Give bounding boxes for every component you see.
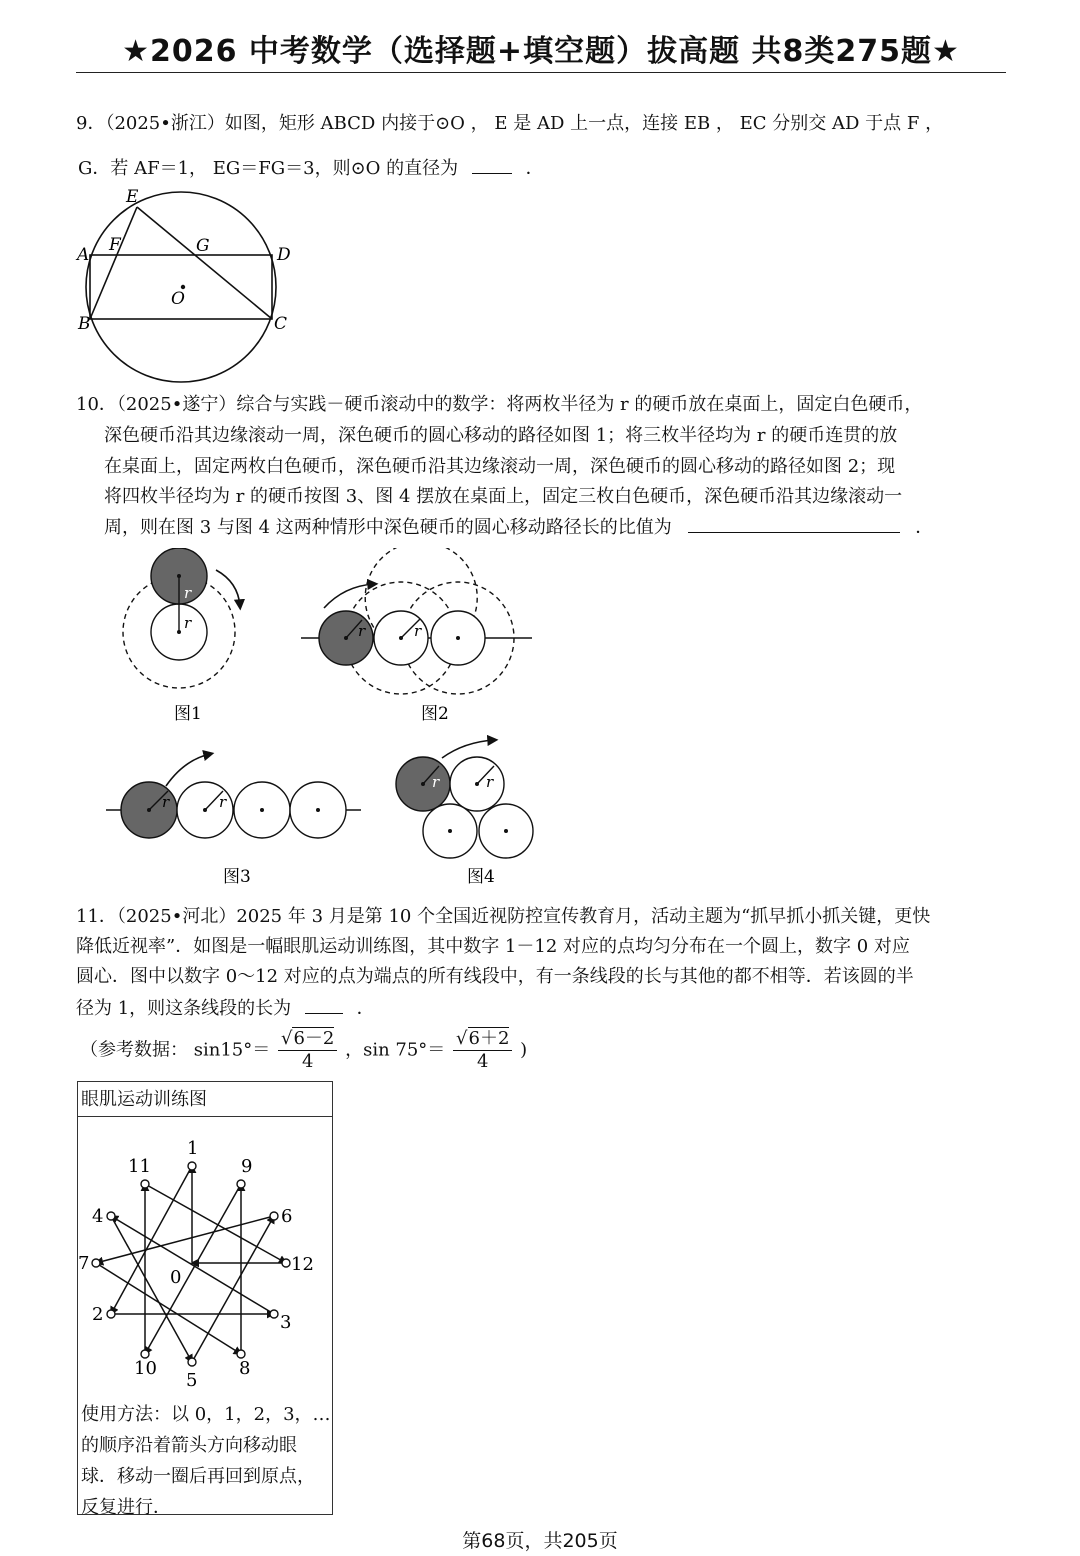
ref-sin75: ，sin 75°＝ [345, 1039, 446, 1061]
eye-point-11: 11 [128, 1156, 151, 1177]
q9-label-c: C [274, 314, 288, 334]
eye-training-usage: 使用方法：以 0，1，2，3，…的顺序沿着箭头方向移动眼球．移动一圈后再回到原点，反复进行． [81, 1404, 331, 1518]
fig1-rotation-arrow [216, 570, 240, 606]
ref-prefix: （参考数据： [80, 1039, 188, 1061]
caption-fig2: 图2 [421, 704, 449, 724]
fig4-r-label-1: r [432, 773, 440, 791]
fig2-rotation-arrow [324, 584, 374, 608]
q9-line-1: 9．（2025•浙江）如图，矩形 ABCD 内接于⊙O ， E 是 AD 上一点，连接 EB ， EC 分别交 AD 于点 F ， [76, 113, 944, 134]
fig3-rotation-arrow [166, 754, 210, 786]
eye-point-5: 5 [186, 1370, 198, 1391]
coin-figure-3 [106, 754, 361, 838]
ref-suffix: ) [520, 1039, 528, 1061]
fig2-r-label-1: r [358, 622, 366, 640]
eye-point-0: 0 [170, 1267, 182, 1288]
q10-line-5-text: 周，则在图 3 与图 4 这两种情形中深色硬币的圆心移动路径长的比值为 [104, 517, 672, 538]
fig1-r-label-bottom: r [184, 614, 192, 632]
page-header-title: ★2026 中考数学（选择题+填空题）拔高题 共8类275题★ [122, 34, 960, 69]
header-divider [76, 72, 1006, 73]
ref-frac1-denominator: 4 [301, 1051, 314, 1072]
q11-line-4-end: ． [356, 998, 375, 1019]
q9-figure [74, 184, 314, 384]
q9-line-2 [78, 155, 544, 181]
q9-answer-blank[interactable] [472, 155, 512, 174]
eye-point-9: 9 [241, 1156, 253, 1177]
fig1-r-label-top: r [184, 584, 192, 602]
q10-line-4: 将四枚半径均为 r 的硬币按图 3、图 4 摆放在桌面上，固定三枚白色硬币，深色硬币沿其边缘滚动一 [104, 486, 903, 507]
eye-point-3: 3 [280, 1312, 292, 1333]
coin-figure-4 [396, 740, 533, 858]
fig4-rotation-arrow [442, 740, 494, 758]
eye-point-2: 2 [92, 1304, 104, 1325]
q11-line-4 [76, 995, 375, 1021]
q10-line-5 [104, 514, 933, 540]
caption-fig3: 图3 [223, 867, 251, 887]
q11-answer-blank[interactable] [305, 995, 343, 1014]
eye-point-4: 4 [92, 1206, 104, 1227]
eye-point-6: 6 [281, 1206, 293, 1227]
fig3-r-label-2: r [219, 793, 227, 811]
q11-line-2: 降低近视率”．如图是一幅眼肌运动训练图，其中数字 1－12 对应的点均匀分布在一个圆上，数字 0 对应 [76, 936, 910, 957]
q9-label-b: B [78, 314, 91, 334]
caption-fig4: 图4 [467, 867, 495, 887]
ref-frac1-numerator: 6－2 [293, 1028, 335, 1049]
q9-segment-eb [90, 207, 137, 319]
eye-point-10: 10 [134, 1358, 157, 1379]
ref-frac2-denominator: 4 [477, 1051, 489, 1072]
eye-point-8: 8 [239, 1358, 251, 1379]
eye-point-1: 1 [187, 1138, 199, 1159]
q11-reference-data [80, 1028, 527, 1073]
eye-point-12: 12 [291, 1254, 314, 1275]
ref-fraction-1: $\frac{√6-2}{4}$ [278, 1028, 337, 1073]
eye-point-7: 7 [78, 1253, 90, 1274]
q9-label-o: O [171, 289, 185, 309]
coin-figure-1 [123, 548, 240, 688]
q9-line-2-text: G．若 AF＝1， EG＝FG＝3，则⊙O 的直径为 [78, 158, 459, 179]
q11-line-4-text: 径为 1，则这条线段的长为 [76, 998, 292, 1019]
q10-figures [96, 548, 556, 893]
q9-line-2-end: ． [525, 158, 544, 179]
fig4-r-label-2: r [486, 773, 494, 791]
ref-frac2-numerator: 6＋2 [468, 1028, 510, 1049]
q10-line-2: 深色硬币沿其边缘滚动一周，深色硬币的圆心移动的路径如图 1；将三枚半径均为 r 的硬币连贯的放 [104, 425, 898, 446]
fig2-r-label-2: r [414, 622, 422, 640]
ref-sin15: sin15°＝ [193, 1039, 271, 1061]
q10-answer-blank[interactable] [688, 514, 900, 533]
ref-fraction-2: $\frac{√6+2}{4}$ [453, 1028, 512, 1073]
q11-line-1: 11．（2025•河北）2025 年 3 月是第 10 个全国近视防控宣传教育月，活动主题为“抓早抓小抓关键，更快 [76, 906, 931, 927]
q11-line-3: 圆心．图中以数字 0～12 对应的点为端点的所有线段中，有一条线段的长与其他的都不相等．若该圆的半 [76, 966, 914, 987]
eye-training-diagram [78, 1118, 332, 1398]
q10-line-1: 10．（2025•遂宁）综合与实践－硬币滚动中的数学：将两枚半径为 r 的硬币放在桌面上，固定白色硬币， [76, 394, 923, 415]
caption-fig1: 图1 [174, 704, 202, 724]
fig3-r-label-1: r [162, 793, 170, 811]
coin-figure-2 [301, 548, 532, 694]
eye-training-box [77, 1081, 333, 1518]
q10-line-3: 在桌面上，固定两枚白色硬币，深色硬币沿其边缘滚动一周，深色硬币的圆心移动的路径如图 2；现 [104, 456, 896, 477]
q9-label-e: E [126, 187, 139, 207]
q10-line-5-end: ． [915, 517, 934, 538]
q9-label-g: G [196, 236, 210, 256]
page-number: 第68页，共205页 [462, 1530, 618, 1552]
q9-label-a: A [77, 245, 90, 265]
q9-label-d: D [277, 245, 291, 265]
q9-label-f: F [109, 235, 121, 255]
eye-training-title: 眼肌运动训练图 [78, 1082, 332, 1117]
